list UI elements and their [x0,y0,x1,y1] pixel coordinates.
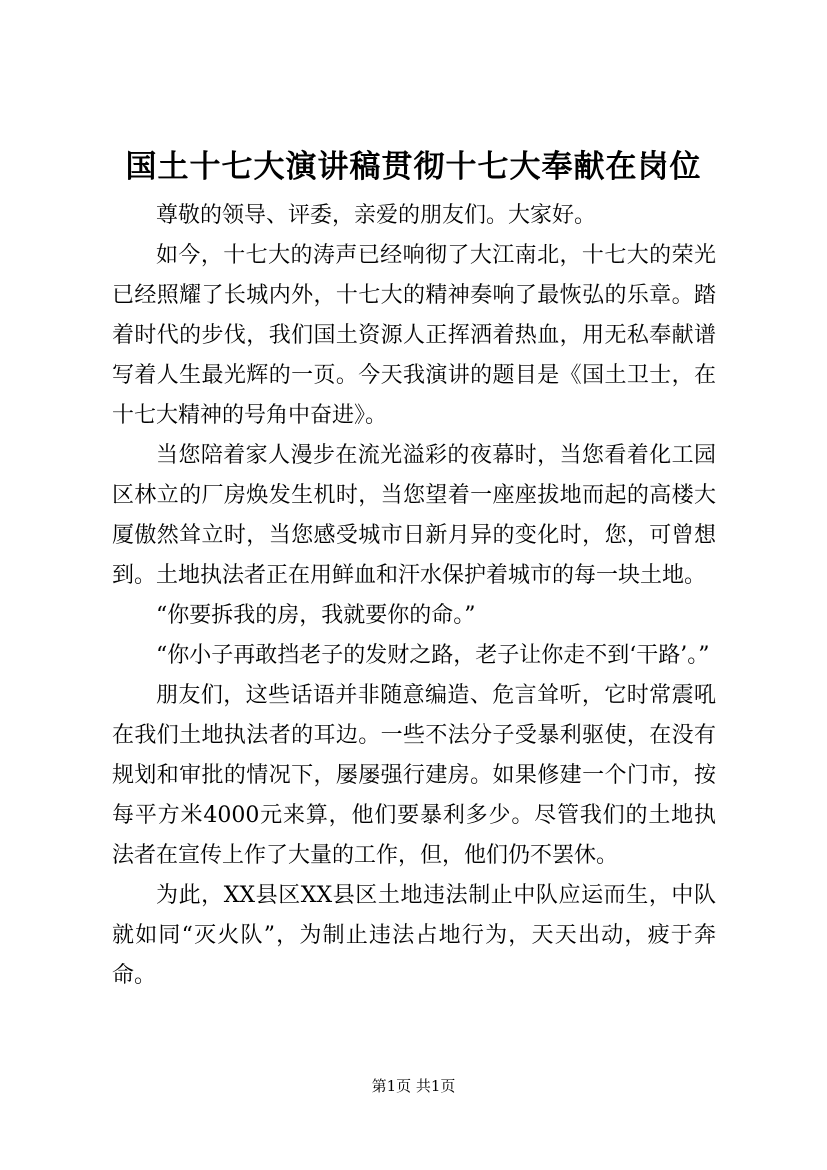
document-body [112,196,716,996]
page-number-footer: 第1页 共1页 [371,1077,456,1095]
paragraph-quote-2: “你小子再敢挡老子的发财之路，老子让你走不到‘干路’。” [156,643,710,668]
paragraph-squad: 为此，XX县区XX县区土地违法制止中队应运而生，中队就如同“灭火队”，为制止违法占地行为，天天出动，疲于奔命。 [112,883,716,988]
paragraph-quote-1: “你要拆我的房，我就要你的命。” [156,603,476,628]
document-title: 国土十七大演讲稿贯彻十七大奉献在岗位 [125,149,702,185]
paragraph-greeting: 尊敬的领导、评委，亲爱的朋友们。大家好。 [156,203,597,228]
paragraph-friends: 朋友们，这些话语并非随意编造、危言耸听，它时常震吼在我们土地执法者的耳边。一些不法分子受暴利驱使，在没有规划和审批的情况下，屡屡强行建房。如果修建一个门市，按每平方米4000元来算，他们要暴利多少。尽管我们的土地执法者在宣传上作了大量的工作，但，他们仍不罢休。 [112,683,716,868]
paragraph-intro: 如今，十七大的涛声已经响彻了大江南北，十七大的荣光已经照耀了长城内外，十七大的精神奏响了最恢弘的乐章。踏着时代的步伐，我们国土资源人正挥洒着热血，用无私奉献谱写着人生最光辉的一页。今天我演讲的题目是《国土卫士，在十七大精神的号角中奋进》。 [112,243,716,428]
paragraph-scene: 当您陪着家人漫步在流光溢彩的夜幕时，当您看着化工园区林立的厂房焕发生机时，当您望着一座座拔地而起的高楼大厦傲然耸立时，当您感受城市日新月异的变化时，您，可曾想到。土地执法者正在用鲜血和汗水保护着城市的每一块土地。 [112,443,716,588]
